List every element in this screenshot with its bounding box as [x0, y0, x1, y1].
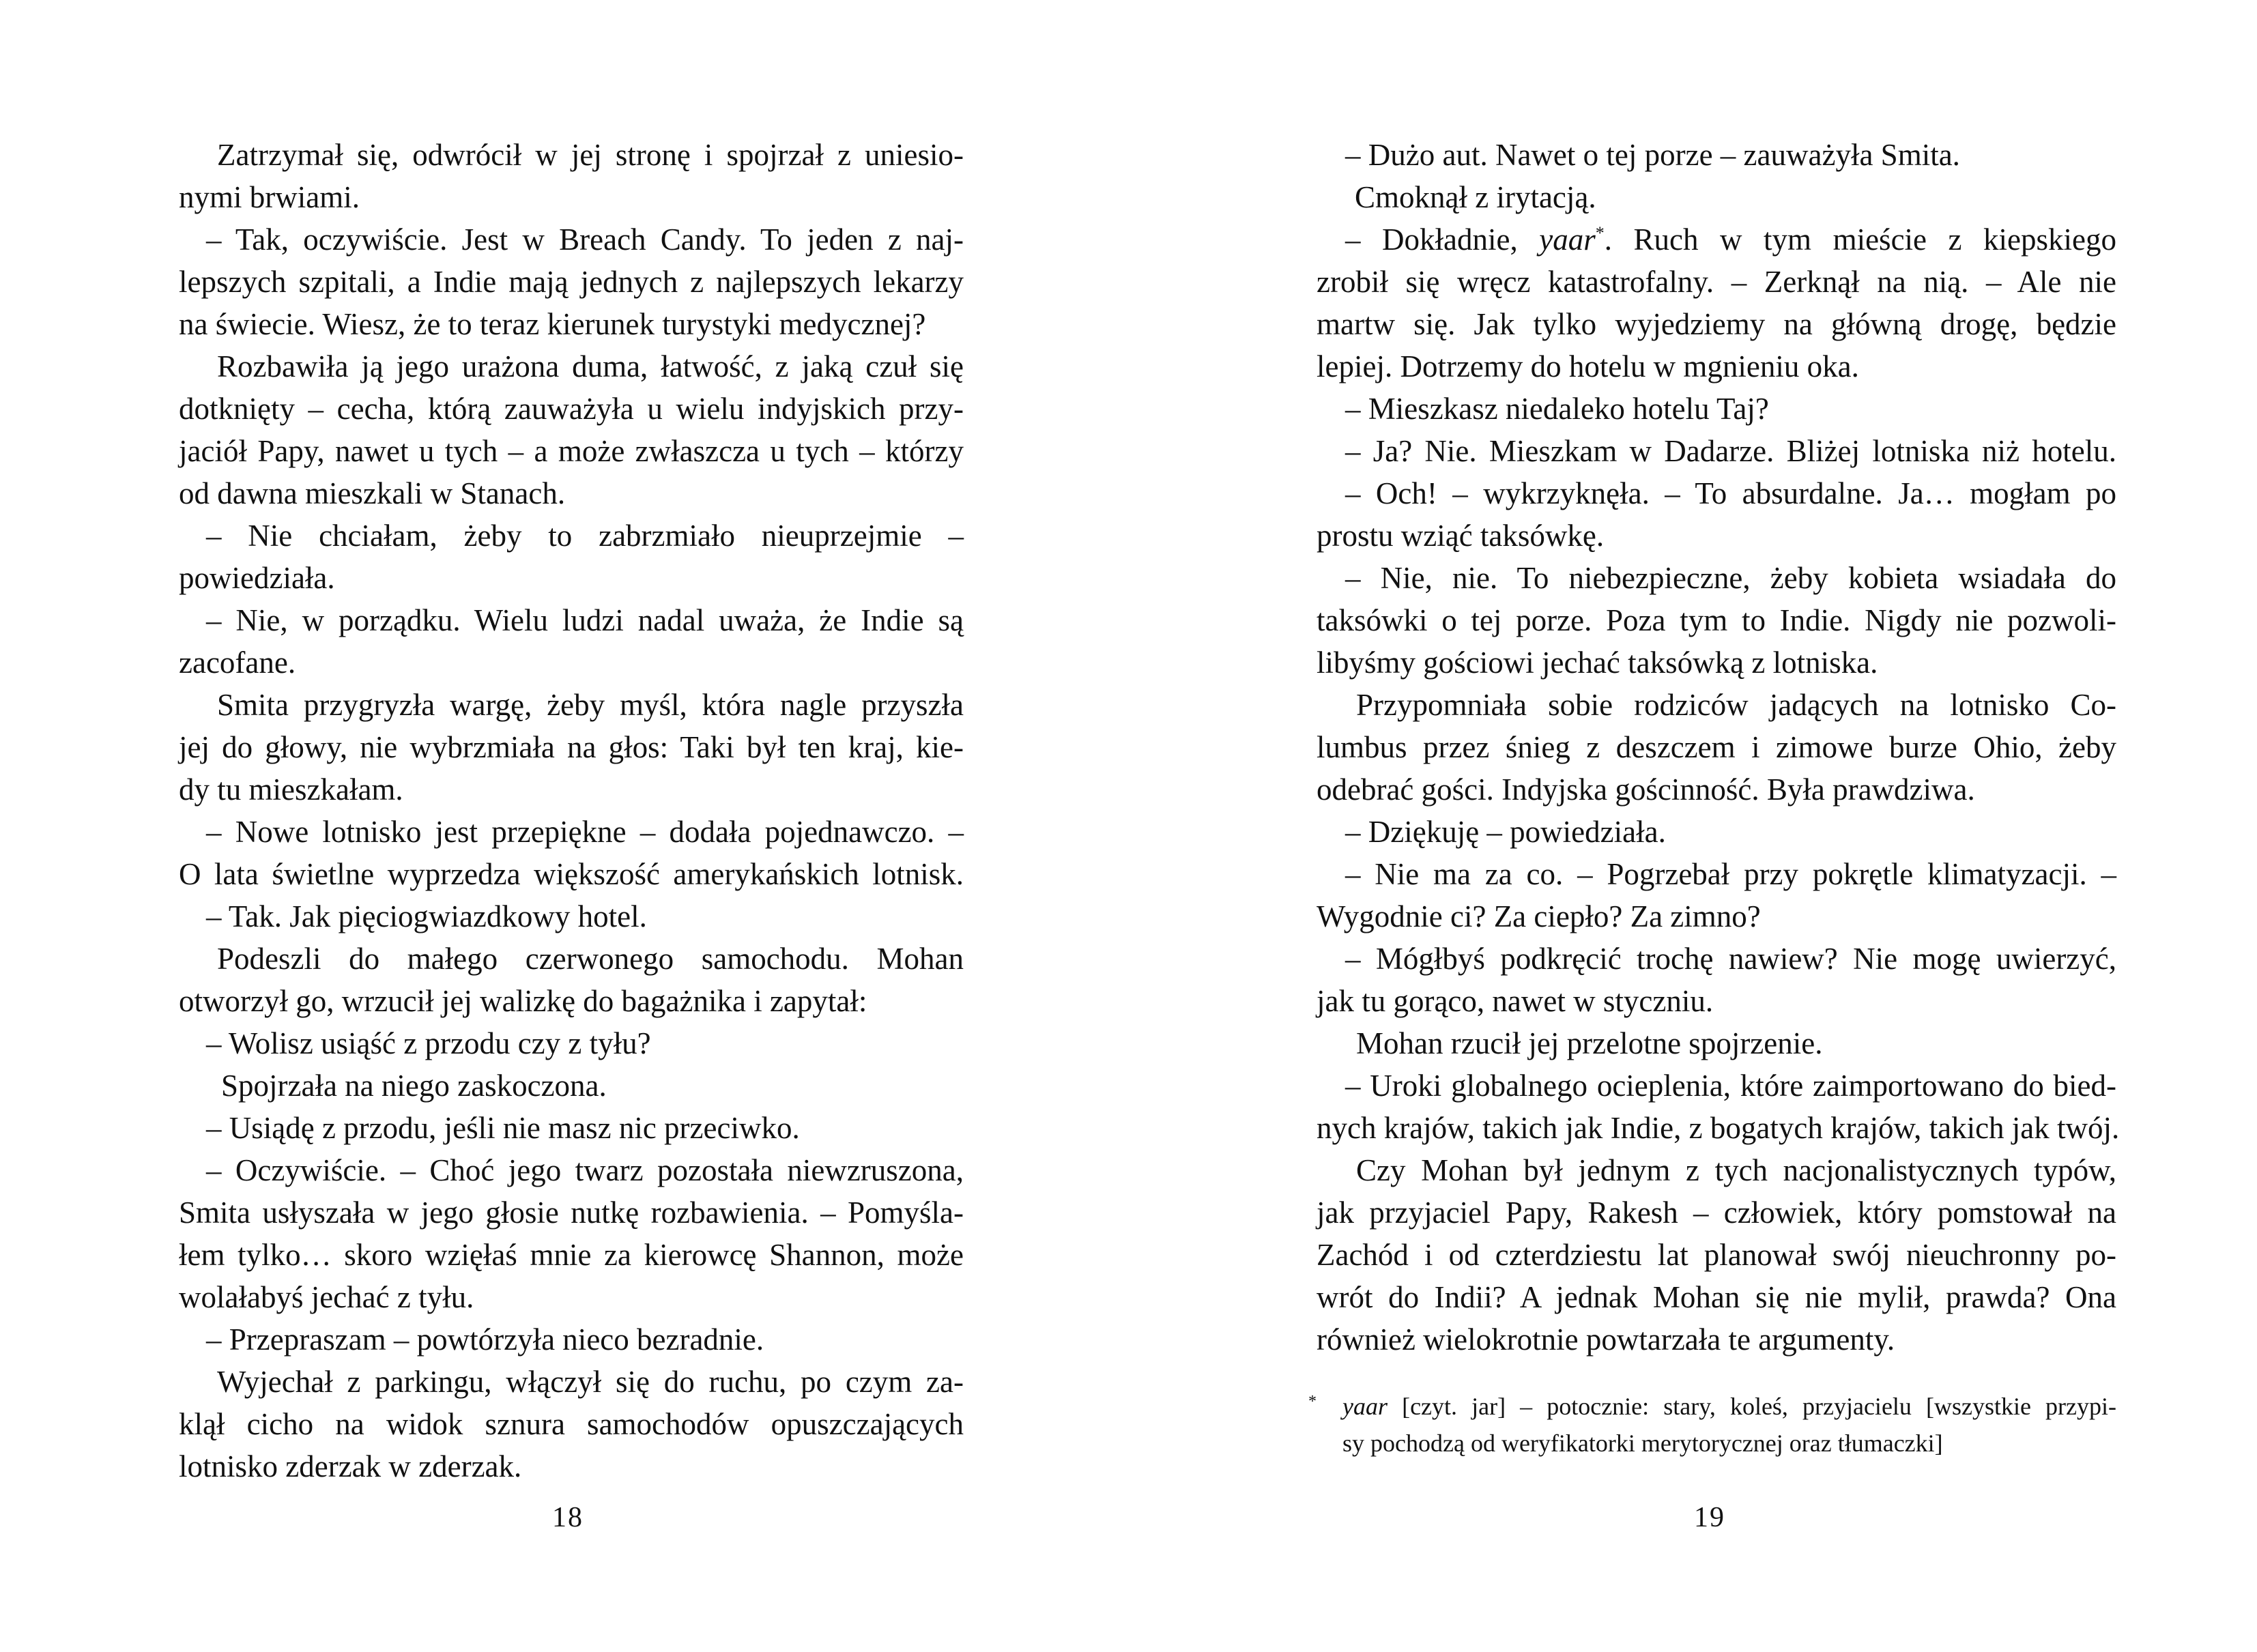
text-line: Zatrzymał się, odwrócił w jej stronę i spojrzał z uniesio-	[217, 138, 964, 172]
text-line: jak tu gorąco, nawet w styczniu.	[1317, 984, 1714, 1018]
text-line: Przypomniała sobie rodziców jadących na lotnisko Co-	[1356, 688, 2116, 722]
text-line: libyśmy gościowi jechać taksówką z lotniska.	[1317, 646, 1878, 680]
text-line: zrobił się wręcz katastrofalny. – Zerknął na nią. – Ale nie	[1317, 265, 2116, 299]
text-line: lotnisko zderzak w zderzak.	[179, 1449, 522, 1483]
right-page-text	[1317, 134, 2120, 1361]
text-line: Podeszli do małego czerwonego samochodu. Mohan	[217, 942, 964, 976]
footnote-line: sy pochodzą od weryfikatorki merytorycznej oraz tłumaczki]	[1342, 1430, 1943, 1457]
text-line: lepiej. Dotrzemy do hotelu w mgnieniu oka.	[1317, 349, 1859, 383]
page-number-left: 18	[552, 1502, 584, 1533]
text-line: nymi brwiami.	[179, 180, 360, 214]
text-line: – Mógłbyś podkręcić trochę nawiew? Nie mogę uwierzyć,	[1345, 942, 2116, 976]
text-line: zacofane.	[179, 646, 296, 680]
text-line: – Uroki globalnego ocieplenia, które zaimportowano do bied-	[1345, 1069, 2116, 1103]
text-line: nych krajów, takich jak Indie, z bogatych krajów, takich jak twój.	[1317, 1111, 2120, 1145]
text-line: – Nie, w porządku. Wielu ludzi nadal uważa, że Indie są	[206, 603, 964, 637]
text-line-with-footnote	[1317, 218, 2116, 261]
footnote-marker: *	[1308, 1393, 1317, 1410]
italic-term: yaar	[1539, 222, 1596, 257]
footnote-text: [czyt. jar] – potocznie: stary, koleś, przyjacielu [wszystkie przypi-	[1388, 1393, 2116, 1420]
text-line: klął cicho na widok sznura samochodów opuszczających	[179, 1407, 964, 1441]
text-line: Rozbawiła ją jego urażona duma, łatwość, z jaką czuł się	[217, 349, 964, 383]
text-line: Czy Mohan był jednym z tych nacjonalistycznych typów,	[1356, 1153, 2116, 1187]
text-line: również wielokrotnie powtarzała te argumenty.	[1317, 1322, 1895, 1357]
text-line: dy tu mieszkałam.	[179, 772, 403, 807]
text-line: lumbus przez śnieg z deszczem i zimowe burze Ohio, żeby	[1317, 730, 2116, 764]
text-line: od dawna mieszkali w Stanach.	[179, 476, 566, 510]
footnote-term: yaar	[1342, 1393, 1388, 1420]
left-page	[0, 0, 1128, 1652]
text-line: – Nie, nie. To niebezpieczne, żeby kobieta wsiadała do	[1345, 561, 2116, 595]
text-line: prostu wziąć taksówkę.	[1317, 519, 1605, 553]
text-fragment: . Ruch w tym mieście z kiepskiego	[1604, 222, 2116, 257]
text-line: – Tak, oczywiście. Jest w Breach Candy. To jeden z naj-	[206, 222, 964, 257]
text-fragment: – Dokładnie,	[1345, 222, 1540, 257]
text-line: wolałabyś jechać z tyłu.	[179, 1280, 474, 1314]
text-line: – Oczywiście. – Choć jego twarz pozostała niewzruszona,	[206, 1153, 964, 1187]
text-line: Smita przygryzła wargę, żeby myśl, która nagle przyszła	[217, 688, 964, 722]
footnote-line	[1317, 1388, 2116, 1425]
text-line: taksówki o tej porze. Poza tym to Indie. Nigdy nie pozwoli-	[1317, 603, 2116, 637]
text-line: łem tylko… skoro wzięłaś mnie za kierowcę Shannon, może	[179, 1238, 964, 1272]
footnote-marker: *	[1595, 223, 1605, 243]
footnote	[1308, 1388, 2116, 1462]
text-line: jaciół Papy, nawet u tych – a może zwłaszcza u tych – którzy	[179, 434, 964, 468]
text-line: – Tak. Jak pięciogwiazdkowy hotel.	[206, 899, 647, 933]
text-line: wrót do Indii? A jednak Mohan się nie mylił, prawda? Ona	[1317, 1280, 2116, 1314]
text-line: – Och! – wykrzyknęła. – To absurdalne. Ja… mogłam po	[1345, 476, 2116, 510]
text-line: – Mieszkasz niedaleko hotelu Taj?	[1345, 392, 1769, 426]
text-line: martw się. Jak tylko wyjedziemy na główną drogę, będzie	[1317, 307, 2116, 341]
text-line: Smita usłyszała w jego głosie nutkę rozbawienia. – Pomyśla-	[179, 1195, 964, 1230]
text-line: – Dużo aut. Nawet o tej porze – zauważyła Smita.	[1345, 138, 1960, 172]
text-line: O lata świetlne wyprzedza większość amerykańskich lotnisk.	[179, 857, 964, 891]
text-line: – Usiądę z przodu, jeśli nie masz nic przeciwko.	[206, 1111, 800, 1145]
text-line: – Wolisz usiąść z przodu czy z tyłu?	[206, 1026, 651, 1060]
text-line: – Dziękuję – powiedziała.	[1345, 815, 1666, 849]
text-line: jej do głowy, nie wybrzmiała na głos: Taki był ten kraj, kie-	[179, 730, 964, 764]
text-line: Mohan rzucił jej przelotne spojrzenie.	[1356, 1026, 1823, 1060]
text-line: odebrać gości. Indyjska gościnność. Była prawdziwa.	[1317, 772, 1975, 807]
text-line: – Nowe lotnisko jest przepiękne – dodała pojednawczo. –	[206, 815, 964, 849]
text-line: Wygodnie ci? Za ciepło? Za zimno?	[1317, 899, 1761, 933]
text-line: – Nie ma za co. – Pogrzebał przy pokrętle klimatyzacji. –	[1345, 857, 2116, 891]
text-line: otworzył go, wrzucił jej walizkę do bagażnika i zapytał:	[179, 984, 867, 1018]
text-line: na świecie. Wiesz, że to teraz kierunek turystyki medycznej?	[179, 307, 926, 341]
text-line: Cmoknął z irytacją.	[1355, 180, 1596, 214]
text-line: – Ja? Nie. Mieszkam w Dadarze. Bliżej lotniska niż hotelu.	[1345, 434, 2116, 468]
text-line: powiedziała.	[179, 561, 335, 595]
text-line: lepszych szpitali, a Indie mają jednych z najlepszych lekarzy	[179, 265, 964, 299]
page-number-right: 19	[1694, 1502, 1725, 1533]
text-line: dotknięty – cecha, którą zauważyła u wielu indyjskich przy-	[179, 392, 964, 426]
left-page-text	[179, 134, 964, 1488]
text-line: Zachód i od czterdziestu lat planował swój nieuchronny po-	[1317, 1238, 2116, 1272]
text-line: Wyjechał z parkingu, włączył się do ruchu, po czym za-	[217, 1365, 964, 1399]
right-page	[1128, 0, 2257, 1652]
text-line: – Przepraszam – powtórzyła nieco bezradnie.	[206, 1322, 764, 1357]
text-line: Spojrzała na niego zaskoczona.	[221, 1069, 607, 1103]
text-line: jak przyjaciel Papy, Rakesh – człowiek, który pomstował na	[1317, 1195, 2116, 1230]
text-line: – Nie chciałam, żeby to zabrzmiało nieuprzejmie –	[206, 519, 964, 553]
